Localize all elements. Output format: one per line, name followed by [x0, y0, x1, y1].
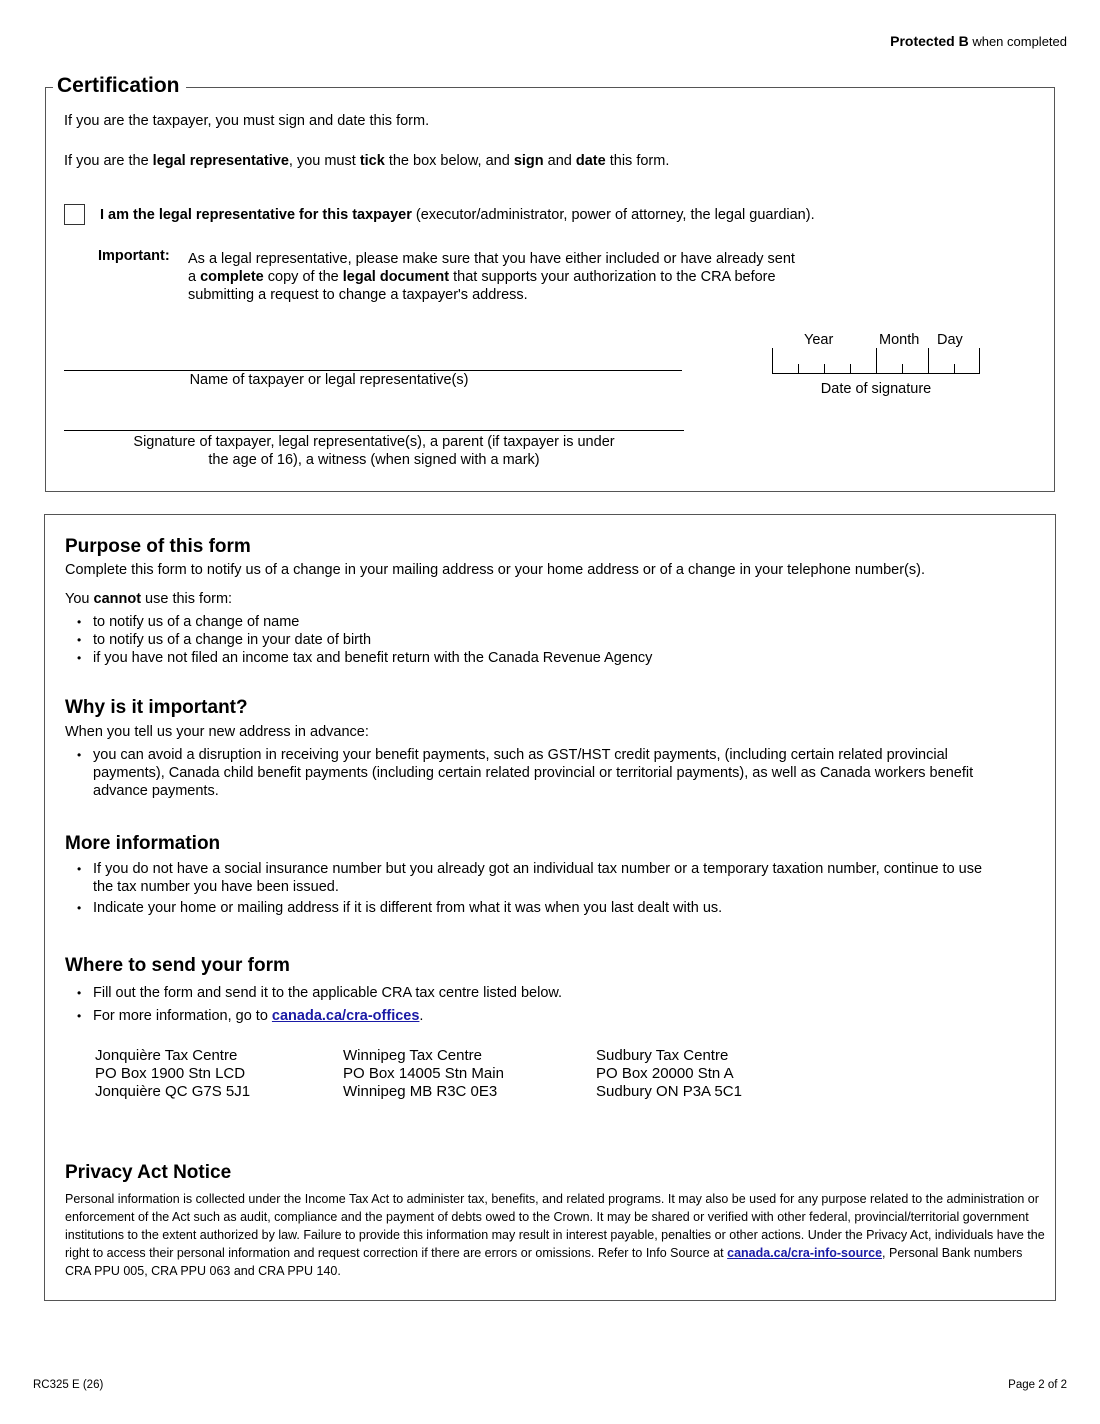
tax-centre-name: Jonquière Tax Centre: [95, 1047, 238, 1064]
text-line: the age of 16), a witness (when signed with a mark): [208, 452, 540, 468]
why-text: When you tell us your new address in advance:: [65, 724, 369, 740]
date-tick: [902, 364, 903, 374]
text-span: legal representative: [152, 153, 289, 169]
text-span: the box below, and: [384, 153, 514, 169]
form-id: RC325 E (26): [33, 1379, 104, 1391]
text-span: and: [543, 153, 576, 169]
text-span: You: [65, 591, 94, 607]
date-tick: [954, 364, 955, 374]
cra-offices-link[interactable]: canada.ca/cra-offices: [271, 1008, 420, 1024]
text-span: I am the legal representative for this taxpayer: [100, 207, 412, 223]
date-tick: [850, 364, 851, 374]
date-tick: [798, 364, 799, 374]
text-line: [188, 268, 795, 286]
date-caption: Date of signature: [820, 381, 932, 397]
legal-representative-checkbox[interactable]: [64, 204, 85, 225]
privacy-text: [65, 1190, 1045, 1280]
list-item: • Indicate your home or mailing address if it is different from what it was when you last dealt with us.: [65, 899, 985, 917]
text-span: sign: [513, 153, 544, 169]
text-line: submitting a request to change a taxpayer's address.: [188, 287, 528, 303]
date-month-label: Month: [879, 332, 920, 348]
text-span: use this form:: [141, 591, 233, 607]
text-span: this form.: [605, 153, 670, 169]
signature-caption: [64, 433, 684, 469]
more-info-list: [65, 860, 985, 917]
tax-centre-box: PO Box 14005 Stn Main: [343, 1065, 504, 1082]
more-info-title: More information: [65, 833, 221, 854]
tax-centre-jonquiere: [95, 1047, 250, 1101]
text-span: complete: [200, 269, 264, 285]
text-span: Personal information is collected under the Income Tax Act to administer tax, benefits, and related programs. It may also be used for any purpose related to the administration or enforcement of the Act such as audit, compliance and the payment of debts owed to the Crown. It may be shared or verified with other federal, provincial/territorial government institutions to the extent authorized by law. Failure to provide this information may result in interest payable, penalties or other actions. Under the Privacy Act, individuals have the right to access their personal information and request correction if there are errors or omissions. Refer to Info Source at: [65, 1192, 1045, 1260]
text-span: , you must: [288, 153, 360, 169]
protected-b-label: Protected B: [890, 33, 969, 49]
date-tick: [876, 348, 877, 374]
taxpayer-instruction: If you are the taxpayer, you must sign and date this form.: [64, 113, 430, 129]
date-day-label: Day: [937, 332, 963, 348]
tax-centre-winnipeg: [343, 1047, 504, 1101]
list-item: • you can avoid a disruption in receiving your benefit payments, such as GST/HST credit payments, (including certain related provincial payments), Canada child benefit payments (including certain related provincial or territorial payments), as well as Canada workers benefit advance payments.: [65, 746, 985, 800]
list-item: • to notify us of a change of name: [65, 613, 1035, 631]
cra-info-source-link[interactable]: canada.ca/cra-info-source: [727, 1246, 883, 1260]
name-caption: Name of taxpayer or legal representative(s): [189, 372, 469, 388]
important-text: [188, 250, 795, 304]
important-label: Important:: [98, 248, 170, 264]
when-completed-label: when completed: [972, 34, 1067, 49]
name-field[interactable]: [64, 370, 682, 371]
tax-centre-box: PO Box 1900 Stn LCD: [95, 1065, 246, 1082]
date-of-signature-field[interactable]: [772, 348, 980, 374]
signature-field[interactable]: [64, 430, 684, 431]
purpose-text: Complete this form to notify us of a change in your mailing address or your home address or of a change in your telephone number(s).: [65, 562, 925, 578]
certification-title: Certification: [53, 74, 186, 98]
text-span: (executor/administrator, power of attorney, the legal guardian).: [411, 207, 815, 223]
text-span: copy of the: [263, 269, 343, 285]
where-list: [65, 984, 985, 1025]
cannot-use-list: [65, 613, 1035, 667]
list-item: • if you have not filed an income tax and benefit return with the Canada Revenue Agency: [65, 649, 1035, 667]
text-line: Signature of taxpayer, legal representative(s), a parent (if taxpayer is under: [133, 434, 615, 450]
date-year-label: Year: [804, 332, 834, 348]
tax-centre-city: Winnipeg MB R3C 0E3: [343, 1083, 498, 1100]
date-tick: [824, 364, 825, 374]
tax-centre-name: Winnipeg Tax Centre: [343, 1047, 482, 1064]
list-item: • If you do not have a social insurance number but you already got an individual tax number or a temporary taxation number, continue to use the tax number you have been issued.: [65, 860, 985, 896]
text-line: As a legal representative, please make sure that you have either included or have already sent: [188, 251, 795, 267]
date-tick: [928, 348, 929, 374]
privacy-title: Privacy Act Notice: [65, 1162, 232, 1183]
cannot-use-text: [65, 591, 232, 607]
legal-representative-checkbox-label: [100, 207, 815, 223]
tax-centre-name: Sudbury Tax Centre: [596, 1047, 729, 1064]
date-tick: [772, 348, 773, 374]
text-span: that supports your authorization to the CRA before: [449, 269, 776, 285]
text-span: tick: [359, 153, 385, 169]
where-title: Where to send your form: [65, 955, 290, 976]
text-span: legal document: [342, 269, 450, 285]
purpose-title: Purpose of this form: [65, 536, 251, 557]
text-span: date: [575, 153, 606, 169]
list-item: • to notify us of a change in your date of birth: [65, 631, 1035, 649]
legal-rep-instruction: [64, 153, 669, 169]
tax-centre-box: PO Box 20000 Stn A: [596, 1065, 734, 1082]
list-item: [65, 1007, 985, 1025]
why-list: [65, 746, 985, 800]
tax-centre-city: Jonquière QC G7S 5J1: [95, 1083, 251, 1100]
date-tick: [979, 348, 980, 374]
tax-centre-sudbury: [596, 1047, 742, 1101]
protected-b-notice: [890, 33, 1067, 49]
tax-centre-city: Sudbury ON P3A 5C1: [596, 1083, 742, 1100]
page-number: Page 2 of 2: [1008, 1379, 1067, 1391]
text-span: , Personal Bank numbers CRA PPU 005, CRA PPU 063 and CRA PPU 140.: [65, 1246, 1023, 1278]
text-span: a: [188, 269, 201, 285]
text-span: .: [419, 1008, 424, 1024]
text-span: cannot: [93, 591, 142, 607]
text-span: For more information, go to: [93, 1008, 272, 1024]
list-item: • Fill out the form and send it to the applicable CRA tax centre listed below.: [65, 984, 985, 1002]
text-span: If you are the: [64, 153, 153, 169]
why-title: Why is it important?: [65, 697, 248, 718]
